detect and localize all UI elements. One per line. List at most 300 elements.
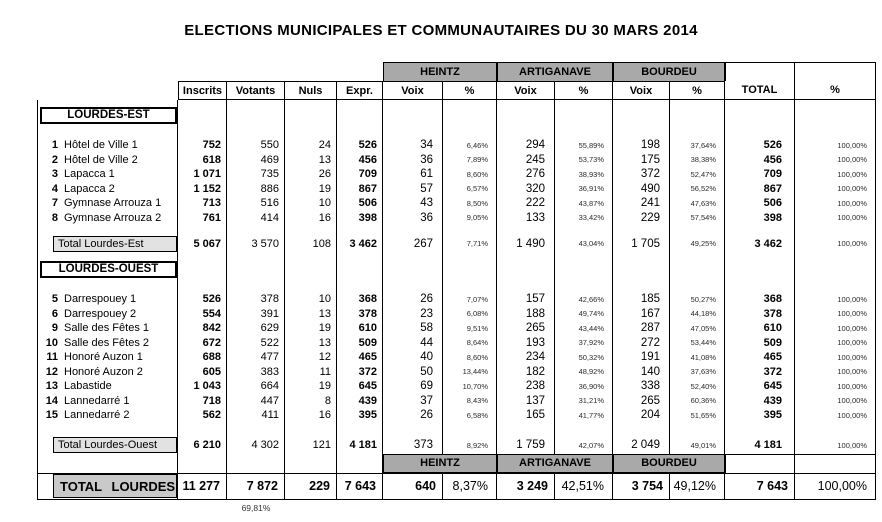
cell-heintz-voix: 26 [383, 408, 443, 423]
cell-total: 867 [725, 182, 795, 197]
cell-votants: 516 [227, 196, 285, 211]
cell-votants: 411 [227, 408, 285, 423]
cell-expr: 526 [337, 138, 383, 153]
cell-nuls: 19 [285, 321, 337, 336]
table-cell [670, 252, 725, 259]
table-cell [795, 105, 876, 125]
cell-heintz-pct: 7,71% [443, 235, 497, 252]
table-cell [443, 225, 497, 235]
cell-heintz-voix: 69 [383, 379, 443, 394]
header-expr: Expr. [337, 81, 383, 100]
cell-artiganave-pct: 55,89% [555, 138, 613, 153]
cell-expr: 4 181 [337, 437, 383, 454]
cell-total: 506 [725, 196, 795, 211]
cell-votants: 735 [227, 167, 285, 182]
cell-artiganave-voix: 320 [497, 182, 555, 197]
polling-station-name: Labastide [64, 380, 112, 393]
cell-expr: 3 462 [337, 235, 383, 252]
cell-total: 709 [725, 167, 795, 182]
cell-total: 4 181 [725, 437, 795, 454]
candidate-bourdeu-header: BOURDEU [613, 62, 725, 81]
cell-bourdeu-pct: 52,40% [670, 379, 725, 394]
table-cell [555, 125, 613, 138]
cell-bourdeu-pct: 47,63% [670, 196, 725, 211]
table-row [37, 153, 876, 168]
cell-bourdeu-pct: 51,65% [670, 408, 725, 423]
cell-votants: 550 [227, 138, 285, 153]
table-row [37, 292, 876, 307]
candidate-heintz-header: HEINTZ [383, 454, 497, 473]
table-row [37, 365, 876, 380]
table-cell [443, 252, 497, 259]
cell-expr: 456 [337, 153, 383, 168]
table-cell [383, 423, 443, 437]
table-row [37, 379, 876, 394]
cell-expr: 398 [337, 211, 383, 226]
cell-heintz-pct: 7,07% [443, 292, 497, 307]
table-cell [725, 259, 795, 279]
cell-bourdeu-pct: 41,08% [670, 350, 725, 365]
table-row [37, 211, 876, 226]
cell-votants: 414 [227, 211, 285, 226]
cell-nuls: 26 [285, 167, 337, 182]
polling-station-label [37, 292, 178, 307]
polling-station-number: 13 [45, 380, 58, 393]
cell-bourdeu-voix: 372 [613, 167, 670, 182]
cell-total-pct: 100,00% [795, 292, 876, 307]
spacer-row [37, 423, 876, 437]
table-cell [37, 423, 178, 437]
cell-inscrits: 752 [178, 138, 227, 153]
header-inscrits: Inscrits [178, 81, 227, 100]
cell-bourdeu-voix: 185 [613, 292, 670, 307]
table-cell [555, 423, 613, 437]
table-cell [613, 279, 670, 292]
polling-station-number: 2 [51, 153, 58, 166]
table-cell [227, 279, 285, 292]
spacer-cell [337, 454, 383, 473]
cell-heintz-pct: 9,51% [443, 321, 497, 336]
total-lourdes-est-label: Total Lourdes-Est [53, 236, 177, 252]
cell-bourdeu-voix: 287 [613, 321, 670, 336]
cell-expr: 372 [337, 365, 383, 380]
header-nuls: Nuls [285, 81, 337, 100]
cell-artiganave-voix: 193 [497, 336, 555, 351]
cell-total: 368 [725, 292, 795, 307]
cell-inscrits: 1 071 [178, 167, 227, 182]
table-cell [795, 225, 876, 235]
table-cell [337, 423, 383, 437]
polling-station-label [37, 394, 178, 409]
cell-artiganave-pct: 36,91% [555, 182, 613, 197]
cell-nuls: 19 [285, 182, 337, 197]
table-cell [725, 105, 795, 125]
table-cell [497, 225, 555, 235]
cell-heintz-pct: 8,43% [443, 394, 497, 409]
table-cell [497, 423, 555, 437]
cell-heintz-pct: 6,57% [443, 182, 497, 197]
table-cell [37, 125, 178, 138]
cell-heintz-voix: 267 [383, 235, 443, 252]
cell-total: 645 [725, 379, 795, 394]
polling-station-name: Gymnase Arrouza 1 [64, 197, 162, 210]
table-cell [795, 259, 876, 279]
table-cell [285, 423, 337, 437]
header-heintz-voix: Voix [383, 81, 443, 100]
cell-bourdeu-voix: 2 049 [613, 437, 670, 454]
spacer-cell [227, 454, 285, 473]
cell-total-pct: 100,00% [795, 437, 876, 454]
polling-station-name: Lannedarré 2 [64, 409, 130, 422]
table-cell [497, 105, 555, 125]
table-cell [670, 259, 725, 279]
table-cell [497, 252, 555, 259]
header-spacer [37, 62, 383, 81]
cell-inscrits: 1 043 [178, 379, 227, 394]
cell-total-pct: 100,00% [795, 196, 876, 211]
cell-artiganave-voix: 157 [497, 292, 555, 307]
results-table [37, 62, 876, 513]
table-cell [670, 105, 725, 125]
cell-heintz-voix: 61 [383, 167, 443, 182]
polling-station-name: Lannedarré 1 [64, 394, 130, 407]
total-lourdes-ouest-row [37, 437, 876, 454]
section-lourdes-ouest-row [37, 259, 876, 279]
table-cell [285, 252, 337, 259]
table-row [37, 336, 876, 351]
cell-bourdeu-pct: 60,36% [670, 394, 725, 409]
polling-station-name: Hôtel de Ville 1 [64, 139, 138, 152]
section-lourdes-ouest-label: LOURDES-OUEST [40, 261, 177, 278]
table-cell [383, 279, 443, 292]
table-cell [795, 279, 876, 292]
table-cell [337, 279, 383, 292]
cell-bourdeu-pct: 49,25% [670, 235, 725, 252]
table-cell [227, 225, 285, 235]
cell-heintz-pct: 8,64% [443, 336, 497, 351]
polling-station-name: Gymnase Arrouza 2 [64, 211, 162, 224]
cell-nuls: 16 [285, 408, 337, 423]
cell-heintz-pct: 6,46% [443, 138, 497, 153]
cell-nuls: 19 [285, 379, 337, 394]
candidate-header-row-repeat [37, 454, 876, 473]
cell-heintz-voix: 23 [383, 307, 443, 322]
cell-bourdeu-voix: 272 [613, 336, 670, 351]
spacer-cell [37, 454, 178, 473]
cell-artiganave-voix: 276 [497, 167, 555, 182]
cell-heintz-pct: 7,89% [443, 153, 497, 168]
section-lourdes-est-row [37, 105, 876, 125]
polling-station-label [37, 379, 178, 394]
polling-station-name: Honoré Auzon 1 [64, 351, 143, 364]
table-cell [443, 259, 497, 279]
table-cell [285, 259, 337, 279]
table-cell [613, 225, 670, 235]
cell-bourdeu-voix: 175 [613, 153, 670, 168]
cell-total: 372 [725, 365, 795, 380]
table-cell [383, 259, 443, 279]
cell-expr: 709 [337, 167, 383, 182]
cell-bourdeu-voix: 490 [613, 182, 670, 197]
cell-total-pct: 100,00% [795, 235, 876, 252]
cell-inscrits: 842 [178, 321, 227, 336]
cell-bourdeu-pct: 37,63% [670, 365, 725, 380]
table-cell [337, 259, 383, 279]
cell-nuls: 13 [285, 307, 337, 322]
table-cell [795, 423, 876, 437]
cell-heintz-pct: 9,05% [443, 211, 497, 226]
polling-station-name: Darrespouey 1 [64, 293, 137, 306]
table-row [37, 394, 876, 409]
polling-station-number: 7 [51, 197, 58, 210]
header-total: TOTAL [725, 81, 795, 100]
subtotal-label-cell [37, 235, 178, 252]
cell-artiganave-voix: 165 [497, 408, 555, 423]
table-row [37, 167, 876, 182]
cell-inscrits: 761 [178, 211, 227, 226]
table-cell [670, 423, 725, 437]
polling-station-name: Lapacca 1 [64, 168, 115, 181]
cell-total: 465 [725, 350, 795, 365]
cell-heintz-voix: 43 [383, 196, 443, 211]
cell-artiganave-voix: 182 [497, 365, 555, 380]
polling-station-name: Hôtel de Ville 2 [64, 153, 138, 166]
cell-artiganave-voix: 1 759 [497, 437, 555, 454]
polling-station-number: 12 [45, 365, 58, 378]
cell-artiganave-voix: 188 [497, 307, 555, 322]
polling-station-label [37, 153, 178, 168]
table-row [37, 196, 876, 211]
table-cell [725, 125, 795, 138]
cell-total-pct: 100,00% [795, 408, 876, 423]
table-cell [227, 259, 285, 279]
polling-station-label [37, 408, 178, 423]
cell-expr: 506 [337, 196, 383, 211]
header-pct: % [795, 81, 876, 100]
cell-expr: 368 [337, 292, 383, 307]
cell-inscrits: 618 [178, 153, 227, 168]
polling-station-name: Honoré Auzon 2 [64, 365, 143, 378]
cell-bourdeu-pct: 57,54% [670, 211, 725, 226]
cell-expr: 7 643 [337, 473, 383, 500]
cell-total-pct: 100,00% [795, 211, 876, 226]
cell-total-pct: 100,00% [795, 473, 876, 500]
cell-total-pct: 100,00% [795, 394, 876, 409]
table-cell [443, 423, 497, 437]
cell-bourdeu-voix: 140 [613, 365, 670, 380]
cell-inscrits: 605 [178, 365, 227, 380]
spacer-row [37, 225, 876, 235]
cell-votants: 391 [227, 307, 285, 322]
table-cell [725, 279, 795, 292]
polling-station-number: 3 [51, 168, 58, 181]
total-header-top [725, 62, 795, 81]
cell-heintz-pct: 8,92% [443, 437, 497, 454]
cell-artiganave-pct: 37,92% [555, 336, 613, 351]
cell-bourdeu-pct: 38,38% [670, 153, 725, 168]
polling-station-label [37, 321, 178, 336]
cell-total-pct: 100,00% [795, 336, 876, 351]
cell-total: 378 [725, 307, 795, 322]
table-cell [227, 423, 285, 437]
section-lourdes-ouest-rows [37, 292, 876, 423]
cell-artiganave-pct: 36,90% [555, 379, 613, 394]
turnout-percentage: 69,81% [241, 502, 271, 513]
cell-artiganave-voix: 234 [497, 350, 555, 365]
cell-artiganave-pct: 31,21% [555, 394, 613, 409]
cell-nuls: 8 [285, 394, 337, 409]
cell-bourdeu-voix: 229 [613, 211, 670, 226]
section-lourdes-est-rows [37, 138, 876, 225]
polling-station-name: Lapacca 2 [64, 182, 115, 195]
cell-heintz-voix: 373 [383, 437, 443, 454]
table-cell [178, 259, 227, 279]
cell-artiganave-voix: 265 [497, 321, 555, 336]
cell-nuls: 121 [285, 437, 337, 454]
table-cell [443, 105, 497, 125]
grand-total-label-cell [37, 473, 178, 500]
table-cell [227, 105, 285, 125]
cell-artiganave-pct: 41,77% [555, 408, 613, 423]
cell-heintz-voix: 37 [383, 394, 443, 409]
cell-total-pct: 100,00% [795, 153, 876, 168]
cell-votants: 4 302 [227, 437, 285, 454]
cell-artiganave-voix: 133 [497, 211, 555, 226]
polling-station-label [37, 196, 178, 211]
table-row [37, 182, 876, 197]
spacer-row [37, 252, 876, 259]
cell-heintz-voix: 50 [383, 365, 443, 380]
cell-votants: 378 [227, 292, 285, 307]
table-cell [555, 259, 613, 279]
cell-votants: 886 [227, 182, 285, 197]
cell-bourdeu-voix: 1 705 [613, 235, 670, 252]
cell-total: 398 [725, 211, 795, 226]
cell-heintz-pct: 10,70% [443, 379, 497, 394]
table-cell [670, 279, 725, 292]
table-cell [725, 423, 795, 437]
candidate-artiganave-header: ARTIGANAVE [497, 454, 613, 473]
polling-station-number: 6 [51, 307, 58, 320]
spacer-cell [795, 454, 876, 473]
cell-total-pct: 100,00% [795, 307, 876, 322]
cell-expr: 645 [337, 379, 383, 394]
cell-votants: 477 [227, 350, 285, 365]
table-cell [443, 279, 497, 292]
cell-total: 456 [725, 153, 795, 168]
table-cell [285, 225, 337, 235]
table-cell [383, 105, 443, 125]
header-artiganave-pct: % [555, 81, 613, 100]
cell-inscrits: 718 [178, 394, 227, 409]
cell-total: 395 [725, 408, 795, 423]
table-cell [37, 279, 178, 292]
table-cell [337, 105, 383, 125]
table-cell [383, 225, 443, 235]
cell-expr: 395 [337, 408, 383, 423]
section-label-cell [37, 105, 178, 125]
cell-votants: 664 [227, 379, 285, 394]
cell-artiganave-pct: 38,93% [555, 167, 613, 182]
polling-station-name: Salle des Fêtes 1 [64, 322, 149, 335]
table-cell [178, 423, 227, 437]
cell-votants: 447 [227, 394, 285, 409]
cell-nuls: 24 [285, 138, 337, 153]
cell-inscrits: 672 [178, 336, 227, 351]
cell-heintz-voix: 57 [383, 182, 443, 197]
cell-nuls: 10 [285, 292, 337, 307]
cell-inscrits: 11 277 [178, 473, 227, 500]
cell-votants: 522 [227, 336, 285, 351]
cell-bourdeu-voix: 3 754 [613, 473, 670, 500]
table-cell [227, 125, 285, 138]
cell-bourdeu-pct: 52,47% [670, 167, 725, 182]
cell-inscrits: 1 152 [178, 182, 227, 197]
polling-station-label [37, 307, 178, 322]
table-row [37, 350, 876, 365]
cell-expr: 867 [337, 182, 383, 197]
table-cell [613, 105, 670, 125]
cell-nuls: 10 [285, 196, 337, 211]
cell-heintz-voix: 40 [383, 350, 443, 365]
cell-expr: 610 [337, 321, 383, 336]
cell-total: 509 [725, 336, 795, 351]
cell-heintz-pct: 8,50% [443, 196, 497, 211]
section-lourdes-est-label: LOURDES-EST [40, 107, 177, 124]
cell-heintz-pct: 6,08% [443, 307, 497, 322]
polling-station-number: 4 [51, 182, 58, 195]
cell-total-pct: 100,00% [795, 167, 876, 182]
polling-station-label [37, 365, 178, 380]
table-cell [613, 125, 670, 138]
polling-station-name: Salle des Fêtes 2 [64, 336, 149, 349]
total-lourdes-row [37, 473, 876, 500]
polling-station-number: 5 [51, 293, 58, 306]
spacer-row [37, 279, 876, 292]
cell-inscrits: 554 [178, 307, 227, 322]
cell-artiganave-voix: 238 [497, 379, 555, 394]
cell-bourdeu-voix: 198 [613, 138, 670, 153]
polling-station-label [37, 336, 178, 351]
cell-bourdeu-pct: 37,64% [670, 138, 725, 153]
cell-bourdeu-voix: 265 [613, 394, 670, 409]
table-cell [285, 105, 337, 125]
spacer-cell [178, 454, 227, 473]
cell-bourdeu-pct: 56,52% [670, 182, 725, 197]
header-heintz-pct: % [443, 81, 497, 100]
cell-heintz-voix: 640 [383, 473, 443, 500]
polling-station-label [37, 167, 178, 182]
table-cell [795, 125, 876, 138]
polling-station-name: Darrespouey 2 [64, 307, 137, 320]
cell-artiganave-voix: 1 490 [497, 235, 555, 252]
table-cell [285, 125, 337, 138]
table-row [37, 321, 876, 336]
cell-votants: 383 [227, 365, 285, 380]
cell-total: 7 643 [725, 473, 795, 500]
table-cell [37, 252, 178, 259]
polling-station-number: 10 [45, 336, 58, 349]
polling-station-label [37, 350, 178, 365]
pct-header-top [795, 62, 876, 81]
cell-artiganave-voix: 3 249 [497, 473, 555, 500]
cell-heintz-voix: 26 [383, 292, 443, 307]
total-lourdes-ouest-label: Total Lourdes-Ouest [53, 437, 177, 453]
column-header-row [37, 81, 876, 100]
table-cell [337, 225, 383, 235]
table-row [37, 138, 876, 153]
table-cell [178, 279, 227, 292]
